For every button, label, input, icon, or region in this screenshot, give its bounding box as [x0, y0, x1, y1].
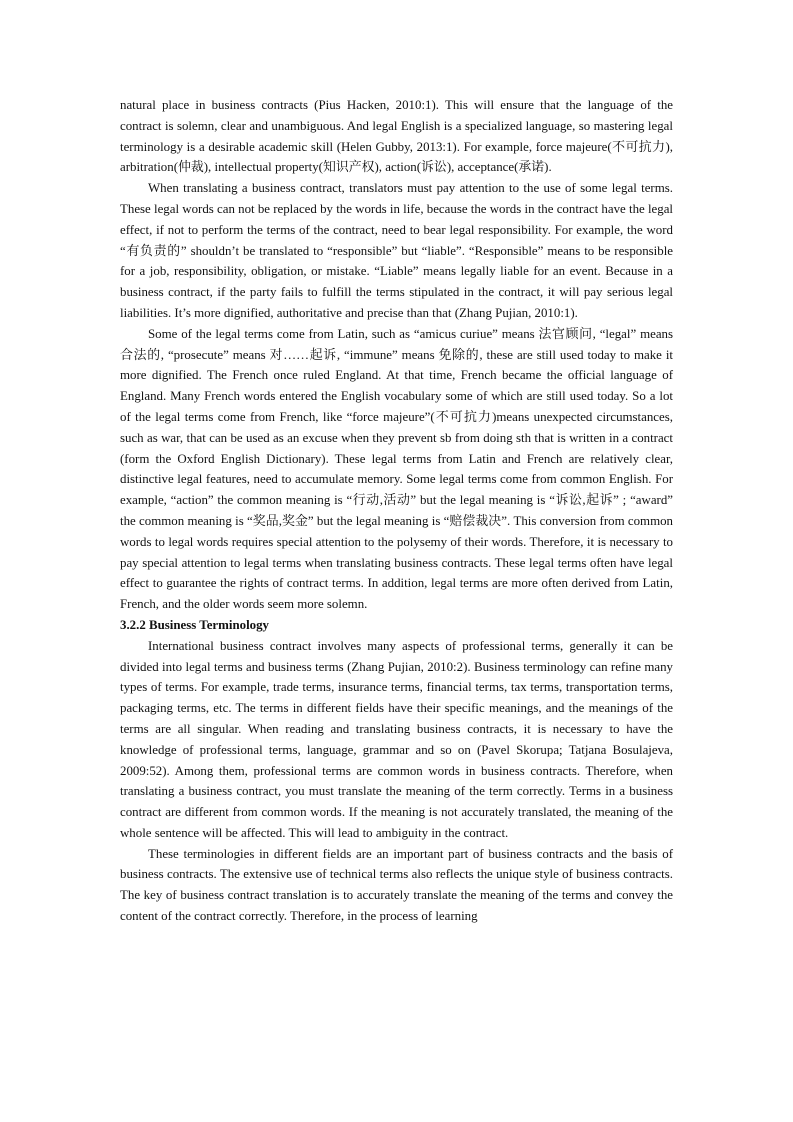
- section-heading: 3.2.2 Business Terminology: [120, 617, 269, 632]
- paragraph-legal-terms-intro: natural place in business contracts (Pius Hacken, 2010:1). This will ensure that the language of the contract is solemn, clear and unambiguous. And legal English is a specialized language, so mastering legal terminology is a desirable academic skill (Helen Gubby, 2013:1). For example, force majeure(不可抗力), arbitration(仲裁), intellectual property(知识产权), action(诉讼), acceptance(承诺).: [120, 98, 673, 175]
- paragraph-latin-french-origins: Some of the legal terms come from Latin, such as “amicus curiue” means 法官顾问, “legal” means 合法的, “prosecute” means 对……起诉, “immune” means 免除的, these are still used today to make it more dignified. The French once ruled England. At that time, French became the official language of England. Many French words entered the English vocabulary some of which are still used today. So a lot of the legal terms come from French, like “force majeure”(不可抗力)means unexpected circumstances, such as war, that can be used as an excuse when they prevent sb from doing sth that is written in a contract (form the Oxford English Dictionary). These legal terms from Latin and French are relatively clear, distinctive legal features, need to accumulate memory. Some legal terms come from common English. For example, “action” the common meaning is “行动,活动” but the legal meaning is “诉讼,起诉” ; “award” the common meaning is “奖品,奖金” but the legal meaning is “赔偿裁决”. This conversion from common words to legal words requires special attention to the polysemy of their words. Therefore, it is necessary to pay special attention to legal terms when translating business contracts. These legal terms often have legal effect to guarantee the rights of contract terms. In addition, legal terms are more often derived from Latin, French, and the older words seem more solemn.: [120, 326, 673, 612]
- paragraph-business-terminology: International business contract involves many aspects of professional terms, generally it can be divided into legal terms and business terms (Zhang Pujian, 2010:2). Business terminology can refine many types of terms. For example, trade terms, insurance terms, financial terms, tax terms, transportation terms, packaging terms, etc. The terms in different fields have their specific meanings, and the meanings of the terms are all singular. When reading and translating business contracts, it is necessary to have the knowledge of professional terms, language, grammar and so on (Pavel Skorupa; Tatjana Bosulajeva, 2009:52). Among them, professional terms are common words in business contracts. Therefore, when translating a business contract, you must translate the meaning of the term correctly. Terms in a business contract are different from common words. If the meaning is not accurately translated, the meaning of the whole sentence will be affected. This will lead to ambiguity in the contract.: [120, 638, 673, 840]
- paragraph-terminology-importance: These terminologies in different fields are an important part of business contracts and the basis of business contracts. The extensive use of technical terms also reflects the unique style of business contracts. The key of business contract translation is to accurately translate the meaning of the terms and convey the content of the contract correctly. Therefore, in the process of learning: [120, 846, 673, 924]
- document-page: [120, 95, 673, 927]
- paragraph-translating-legal-terms: When translating a business contract, translators must pay attention to the use of some legal terms. These legal words can not be replaced by the words in life, because the words in the contract have the legal effect, if not to perform the terms of the contract, need to bear legal responsibility. For example, the word “有负责的” shouldn’t be translated to “responsible” but “liable”. “Responsible” means to be responsible for a job, responsibility, obligation, or mistake. “Liable” means legally liable for an event. Because in a business contract, if the party fails to fulfill the terms stipulated in the contract, it will pay serious legal liabilities. It’s more dignified, authoritative and precise than that (Zhang Pujian, 2010:1).: [120, 181, 674, 320]
